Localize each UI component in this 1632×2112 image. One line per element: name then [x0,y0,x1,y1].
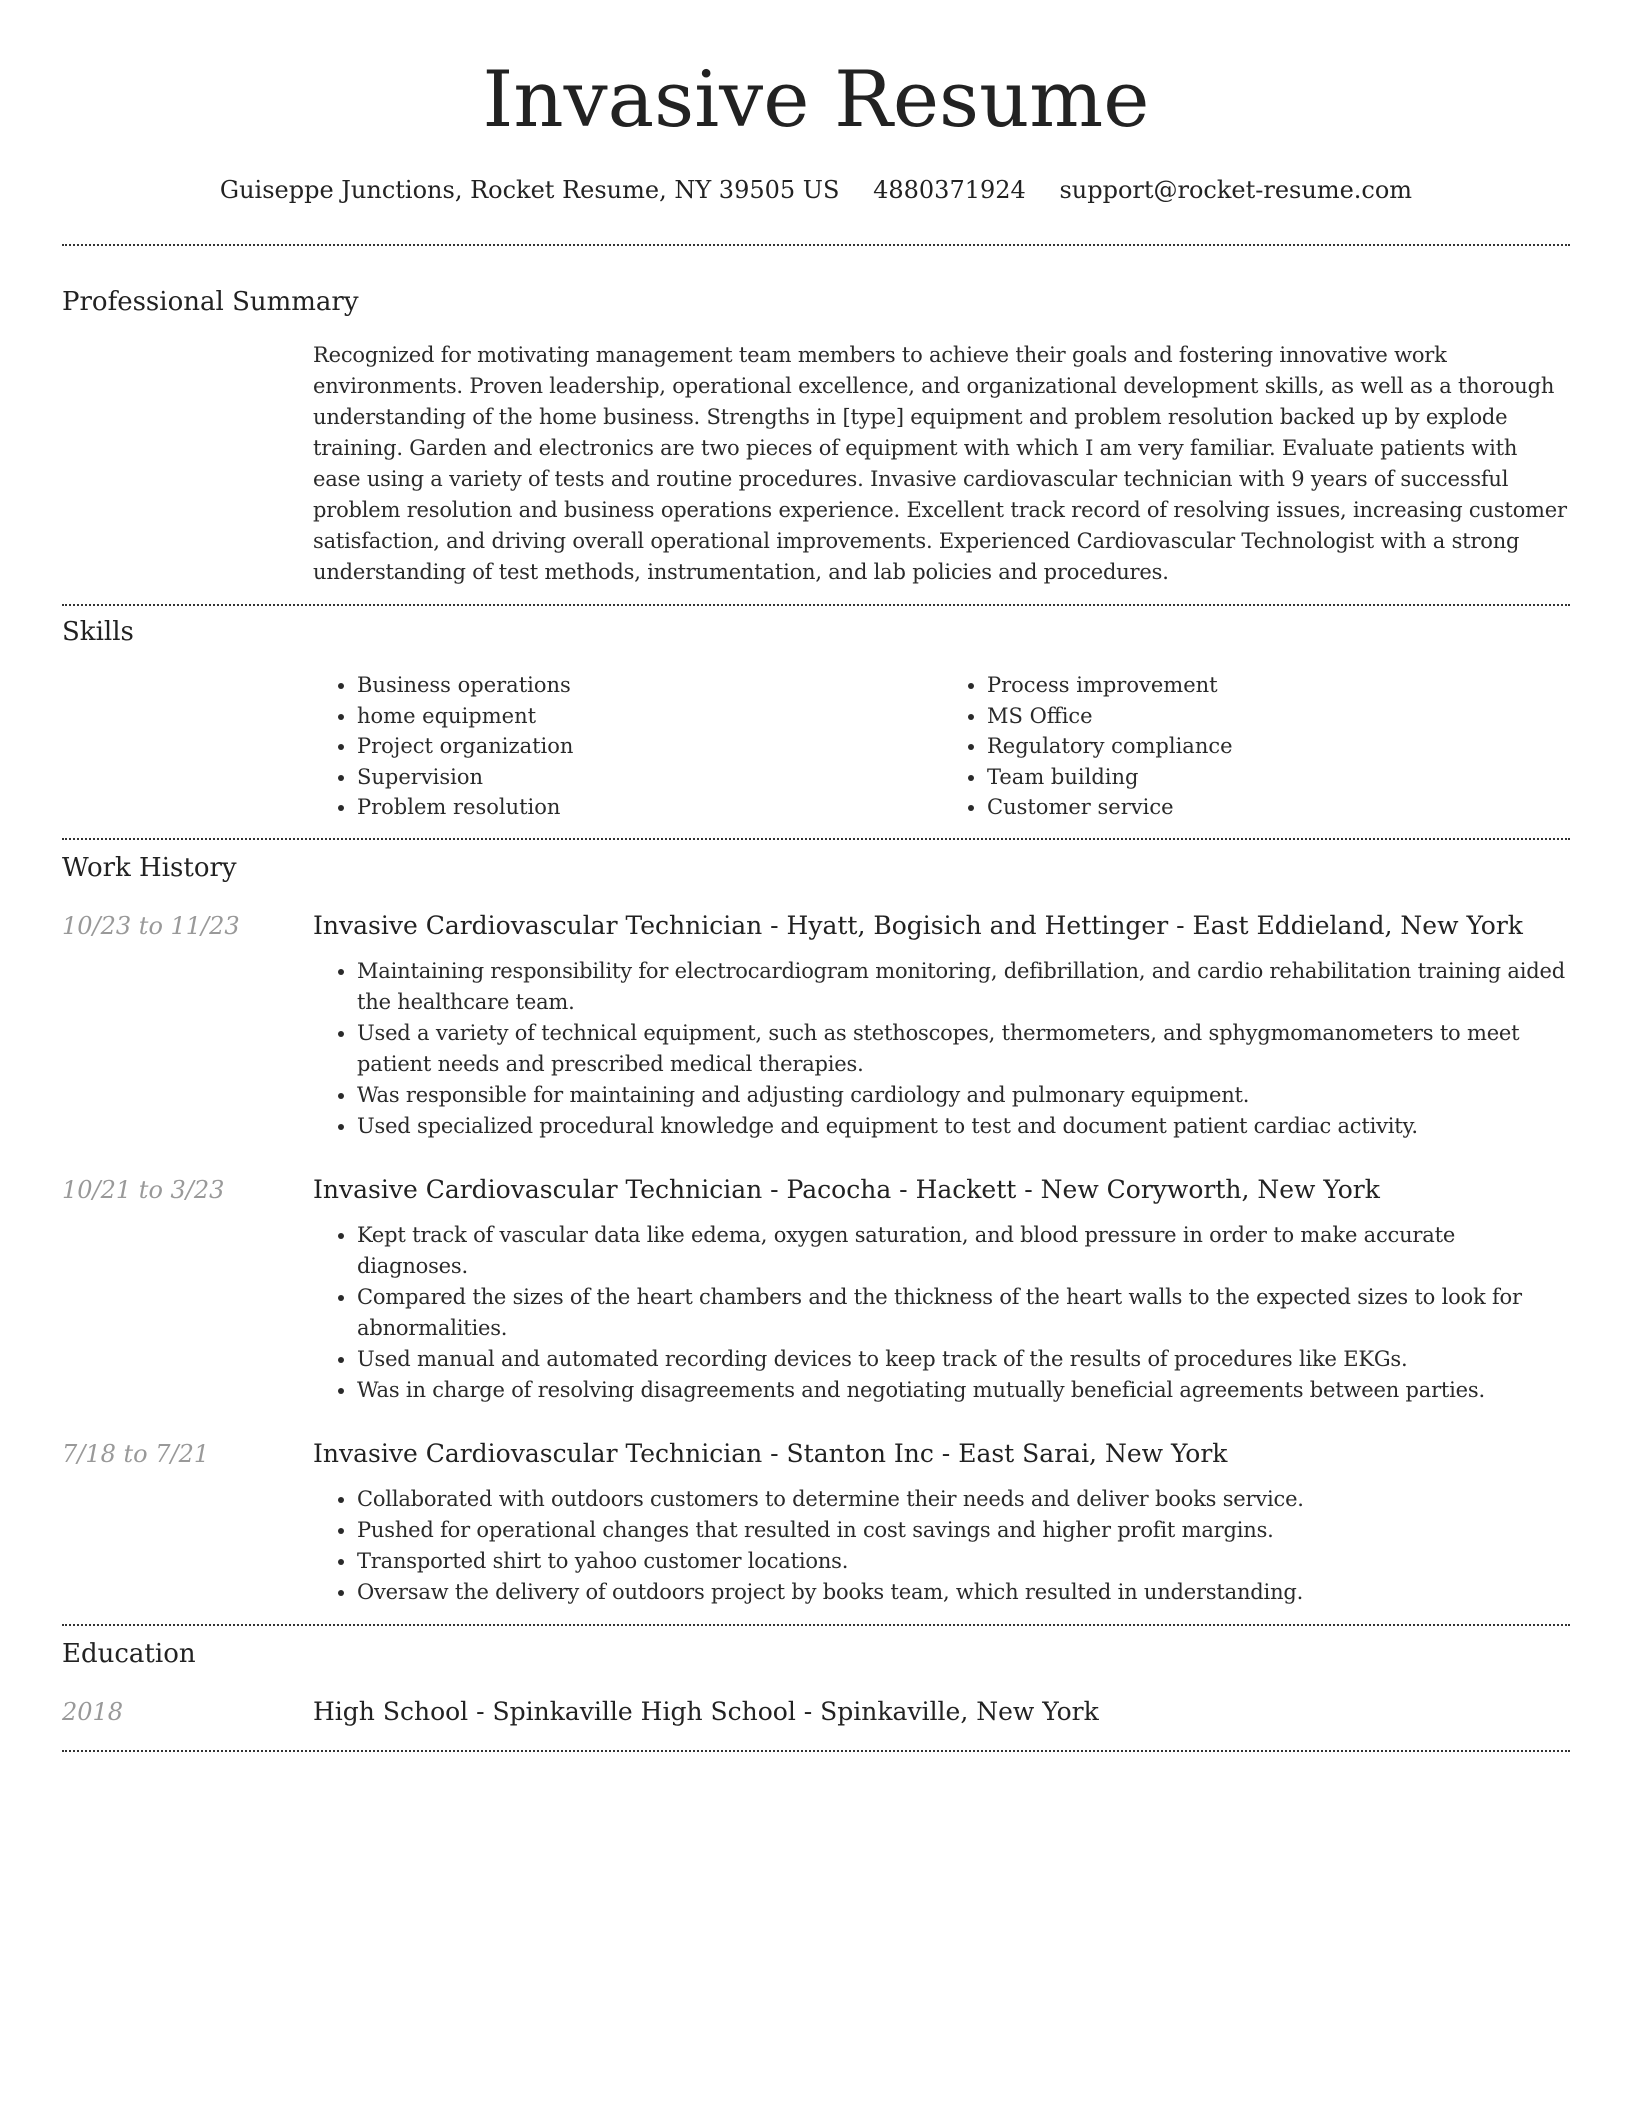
job-entry [62,1174,1570,1406]
contact-line [62,172,1570,208]
divider [62,244,1570,246]
job-dates: 10/23 to 11/23 [62,911,240,940]
contact-address: Guiseppe Junctions, Rocket Resume, NY 39505 US [219,176,840,204]
job-bullet: • Transported shirt to yahoo customer locations. [357,1546,1570,1577]
divider [62,1624,1570,1626]
contact-email: support@rocket-resume.com [1059,176,1413,204]
job-bullets [313,1484,1570,1608]
job-bullet: • Was in charge of resolving disagreements and negotiating mutually beneficial agreements between parties. [357,1375,1570,1406]
resume-name: Invasive Resume [482,55,1150,145]
divider [62,604,1570,606]
skill-item: • Business operations [357,670,927,701]
skill-item: • Problem resolution [357,792,927,823]
skill-item: • Process improvement [987,670,1557,701]
section-title-education: Education [62,1638,196,1669]
job-dates: 7/18 to 7/21 [62,1439,210,1468]
skill-item: • MS Office [987,701,1557,732]
skill-item: • Customer service [987,792,1557,823]
education-title: High School - Spinkaville High School - Spinkaville, New York [313,1696,1099,1726]
job-entry [62,1438,1570,1608]
job-bullet: • Used specialized procedural knowledge and equipment to test and document patient cardiac activity. [357,1111,1570,1142]
job-bullet: • Oversaw the delivery of outdoors project by books team, which resulted in understanding. [357,1577,1570,1608]
job-bullet: • Maintaining responsibility for electrocardiogram monitoring, defibrillation, and cardio rehabilitation training aided the healthcare team. [357,956,1570,1018]
skill-item: • Supervision [357,762,927,793]
divider [62,1750,1570,1752]
job-bullets [313,1220,1570,1406]
summary-text: Recognized for motivating management team members to achieve their goals and fostering innovative work environments. Proven leadership, operational excellence, and organizational development skills, as well as a thorough understanding of the home business. Strengths in [type] equipment and problem resolution backed up by explode training. Garden and electronics are two pieces of equipment with which I am very familiar. Evaluate patients with ease using a variety of tests and routine procedures. Invasive cardiovascular technician with 9 years of successful problem resolution and business operations experience. Excellent track record of resolving issues, increasing customer satisfaction, and driving overall operational improvements. Experienced Cardiovascular Technologist with a strong understanding of test methods, instrumentation, and lab policies and procedures. [313,343,1567,584]
skills-column-left [313,670,927,823]
job-title: Invasive Cardiovascular Technician - Hyatt, Bogisich and Hettinger - East Eddieland, New York [313,910,1523,940]
divider [62,838,1570,840]
job-entry [62,910,1570,1142]
job-bullet: • Used manual and automated recording devices to keep track of the results of procedures like EKGs. [357,1344,1570,1375]
job-bullet: • Used a variety of technical equipment, such as stethoscopes, thermometers, and sphygmomanometers to meet patient needs and prescribed medical therapies. [357,1018,1570,1080]
skill-item: • Regulatory compliance [987,731,1557,762]
skill-item: • home equipment [357,701,927,732]
job-bullet: • Was responsible for maintaining and adjusting cardiology and pulmonary equipment. [357,1080,1570,1111]
job-bullet: • Kept track of vascular data like edema, oxygen saturation, and blood pressure in order to make accurate diagnoses. [357,1220,1570,1282]
section-title-skills: Skills [62,617,134,647]
contact-phone: 4880371924 [873,176,1026,204]
job-bullet: • Compared the sizes of the heart chambers and the thickness of the heart walls to the expected sizes to look for abnormalities. [357,1282,1570,1344]
section-title-summary: Professional Summary [62,287,359,317]
skill-item: • Project organization [357,731,927,762]
job-bullet: • Pushed for operational changes that resulted in cost savings and higher profit margins. [357,1515,1570,1546]
skill-item: • Team building [987,762,1557,793]
job-title: Invasive Cardiovascular Technician - Pacocha - Hackett - New Coryworth, New York [313,1174,1380,1204]
education-year: 2018 [62,1697,124,1726]
education-entry [62,1696,1570,1728]
section-title-work: Work History [62,852,237,883]
job-bullet: • Collaborated with outdoors customers to determine their needs and deliver books service. [357,1484,1570,1515]
job-bullets [313,956,1570,1142]
job-dates: 10/21 to 3/23 [62,1175,225,1204]
skills-column-right [943,670,1557,823]
job-title: Invasive Cardiovascular Technician - Stanton Inc - East Sarai, New York [313,1438,1228,1468]
skills-list [313,670,1570,823]
